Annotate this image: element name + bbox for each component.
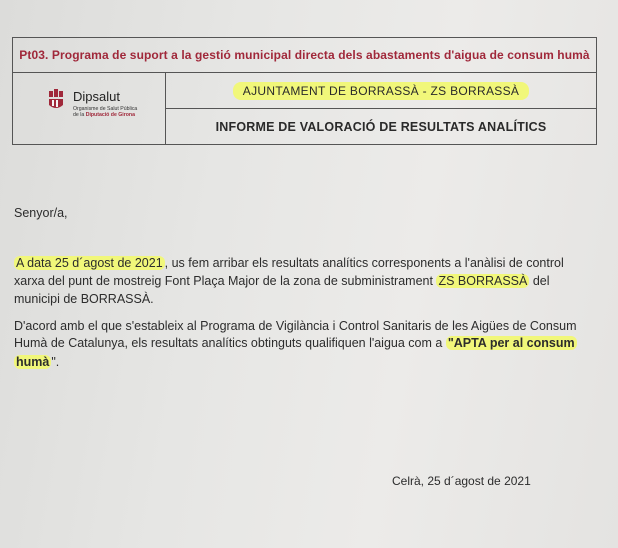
paragraph2-line2 [14,336,577,350]
paragraph2-line3 [14,355,59,369]
dipsalut-logo-icon [48,88,70,112]
huma-highlight: humà [16,355,50,369]
paragraph1-line1-rest: , us fem arribar els resultats analítics corresponents a l'anàlisi de control [164,256,564,270]
zone-highlight: ZS BORRASSÀ [438,274,528,288]
paragraph1-line2 [14,274,550,288]
date-highlight: A data 25 d´agost de 2021 [16,256,163,270]
logo-subtitle-1: Organisme de Salut Pública [73,106,138,112]
ajuntament-cell [166,73,596,109]
report-title: INFORME DE VALORACIÓ DE RESULTATS ANALÍTICS [215,119,547,134]
paragraph2-line2-prefix: Humà de Catalunya, els resultats analítics obtinguts qualifiquen l'aigua com a [14,336,446,350]
logo-subtitle-2-org: Diputació de Girona [85,112,135,118]
logo-subtitle-2 [73,112,135,118]
program-title-row [13,38,596,73]
logo-cell [13,73,166,144]
paragraph2-line3-suffix: ". [51,355,60,369]
report-title-cell [166,109,596,144]
logo-name: Dipsalut [73,89,120,104]
logo-subtitle-2-prefix: de la [73,112,85,118]
signoff-date: Celrà, 25 d´agost de 2021 [392,474,531,488]
paragraph1-line3: municipi de BORRASSÀ. [14,292,154,306]
apta-highlight: "APTA per al consum [447,336,575,350]
paragraph1-line1 [14,256,564,270]
ajuntament-name: AJUNTAMENT DE BORRASSÀ - ZS BORRASSÀ [233,82,529,100]
paragraph1-line2-suffix: del [529,274,550,288]
program-title: Pt03. Programa de suport a la gestió municipal directa dels abastaments d'aigua de consum humà [19,48,590,62]
header-table [12,37,597,145]
paragraph1-line2-prefix: xarxa del punt de mostreig Font Plaça Major de la zona de subministrament [14,274,437,288]
greeting: Senyor/a, [14,206,68,220]
paragraph2-line1: D'acord amb el que s'estableix al Programa de Vigilància i Control Sanitaris de les Aigües de Consum [14,319,577,333]
